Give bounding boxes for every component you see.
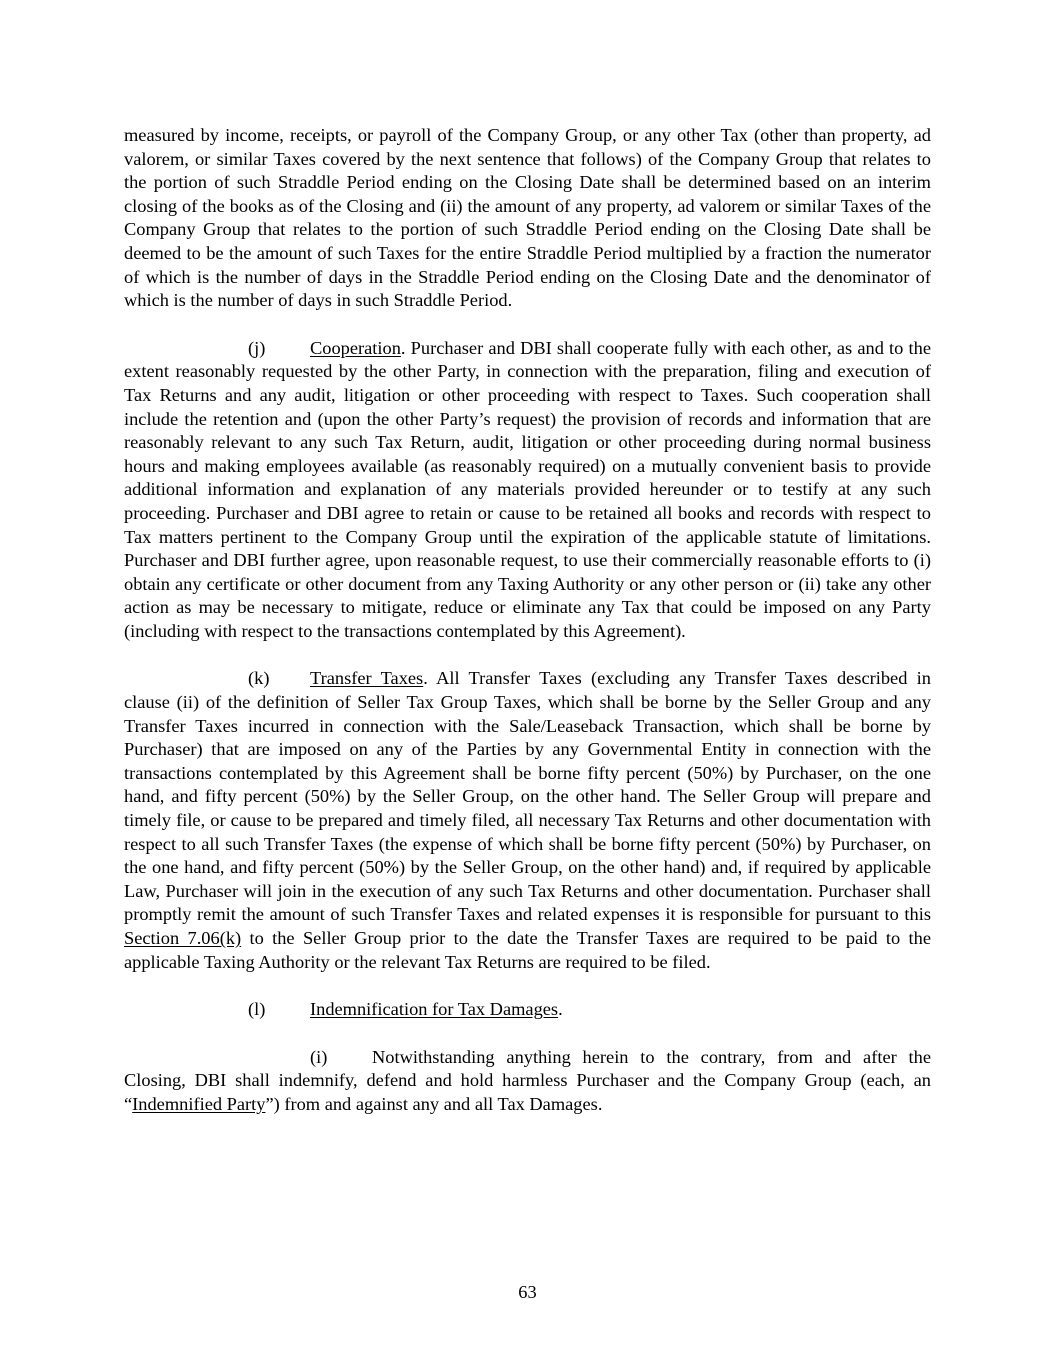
- section-number: (k): [248, 668, 270, 689]
- section-number: (j): [248, 337, 266, 358]
- section-body-continued: to the Seller Group prior to the date the Transfer Taxes are required to be paid to the applicable Taxing Authority or the relevant Tax Returns are required to be filed.: [124, 928, 932, 972]
- section-body: . All Transfer Taxes (excluding any Transfer Taxes described in clause (ii) of the definition of Seller Tax Group Taxes, which shall be borne by the Seller Group and any Transfer Taxes incurred in connection with the Sale/Leaseback Transaction, which shall be borne by Purchaser) that are imposed on any of the Parties by any Governmental Entity in connection with the transactions contemplated by this Agreement shall be borne fifty percent (50%) by Purchaser, on the one hand, and fifty percent (50%) by the Seller Group, on the other hand. The Seller Group will prepare and timely file, or cause to be prepared and timely filed, all necessary Tax Returns and other documentation with respect to all such Transfer Taxes (the expense of which shall be borne fifty percent (50%) by Purchaser, on the one hand, and fifty percent (50%) by the Seller Group, on the other hand) and, if required by applicable Law, Purchaser will join in the execution of any such Tax Returns and other documentation. Purchaser shall promptly remit the amount of such Transfer Taxes and related expenses it is responsible for pursuant to this: [124, 668, 931, 925]
- section-heading-period: .: [558, 999, 563, 1020]
- defined-term-indemnified-party: Indemnified Party: [132, 1093, 266, 1114]
- section-number: (l): [248, 999, 266, 1020]
- paragraph-cooperation: [124, 337, 931, 644]
- subsection-body-continued: ”) from and against any and all Tax Damages.: [265, 1093, 603, 1114]
- section-heading-indemnification: Indemnification for Tax Damages: [310, 999, 559, 1020]
- subsection-number: (i): [310, 1046, 328, 1067]
- paragraph-indemnification-i: [124, 1046, 931, 1117]
- page-number: 63: [518, 1282, 537, 1302]
- paragraph-straddle-period: measured by income, receipts, or payroll of the Company Group, or any other Tax (other than property, ad valorem, or similar Taxes covered by the next sentence that follows) of the Company Group that relates to the portion of such Straddle Period ending on the Closing Date shall be determined based on an interim closing of the books as of the Closing and (ii) the amount of any property, ad valorem or similar Taxes of the Company Group that relates to the portion of such Straddle Period ending on the Closing Date shall be deemed to be the amount of such Taxes for the entire Straddle Period multiplied by a fraction the numerator of which is the number of days in the Straddle Period ending on the Closing Date and the denominator of which is the number of days in such Straddle Period.: [124, 125, 931, 311]
- section-heading-cooperation: Cooperation: [310, 337, 401, 358]
- section-heading-transfer-taxes: Transfer Taxes: [310, 668, 424, 689]
- section-body: . Purchaser and DBI shall cooperate fully with each other, as and to the extent reasonably requested by the other Party, in connection with the preparation, filing and execution of Tax Returns and any audit, litigation or other proceeding with respect to Taxes. Such cooperation shall include the retention and (upon the other Party’s request) the provision of records and information that are reasonably relevant to any such Tax Return, audit, litigation or other proceeding during normal business hours and making employees available (as reasonably required) on a mutually convenient basis to provide additional information and explanation of any materials provided hereunder or to testify at any such proceeding. Purchaser and DBI agree to retain or cause to be retained all books and records with respect to Tax matters pertinent to the Company Group until the expiration of the applicable statute of limitations. Purchaser and DBI further agree, upon reasonable request, to use their commercially reasonable efforts to (i) obtain any certificate or other document from any Taxing Authority or any other person or (ii) take any other action as may be necessary to mitigate, reduce or eliminate any Tax that could be imposed on any Party (including with respect to the transactions contemplated by this Agreement).: [124, 337, 931, 641]
- document-page: [124, 124, 931, 1117]
- section-cross-reference-link[interactable]: Section 7.06(k): [124, 928, 242, 948]
- paragraph-indemnification-heading: [124, 998, 931, 1022]
- paragraph-transfer-taxes: [124, 667, 931, 974]
- subsection-body: Notwithstanding anything herein to the contrary, from and after the Closing, DBI shall indemnify, defend and hold harmless Purchaser and the Company Group (each, an “: [124, 1046, 931, 1114]
